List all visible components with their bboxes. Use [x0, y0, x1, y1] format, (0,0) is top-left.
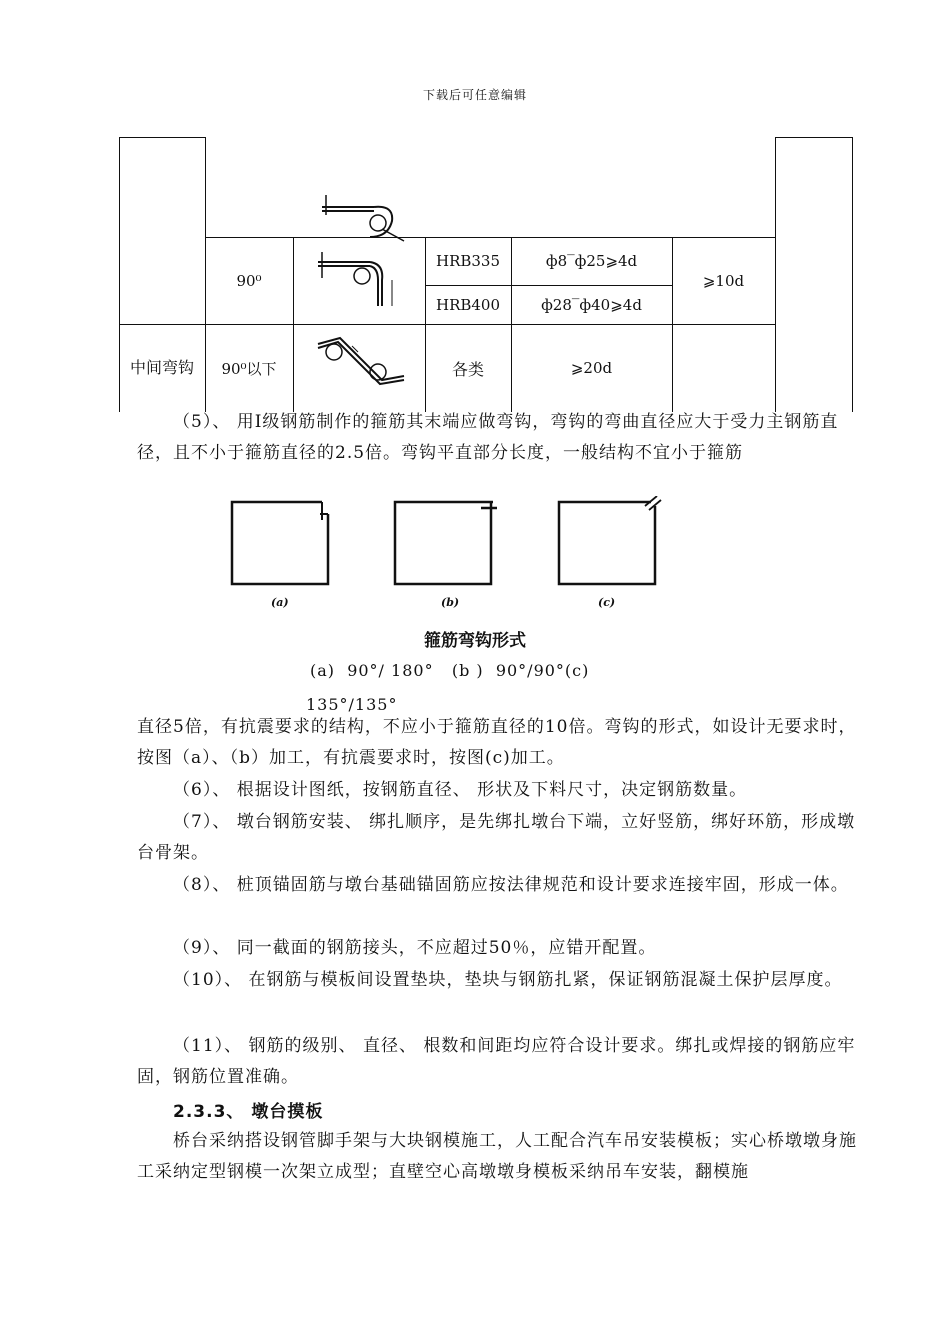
stirrup-diagram-c — [553, 496, 665, 590]
table-border — [775, 137, 776, 412]
grade-cell: HRB400 — [435, 295, 501, 314]
diameter-cell: ф28‾ф40⩾4d — [541, 295, 642, 314]
table-border — [119, 137, 120, 412]
figure-label-a: (a) — [271, 596, 289, 609]
hook-90-diagram — [312, 244, 412, 314]
figure-caption: 箍筋弯钩形式 — [424, 631, 526, 651]
paragraph-9: （9）、 同一截面的钢筋接头，不应超过50％，应错开配置。 — [173, 938, 657, 958]
page-header: 下载后可任意编辑 — [422, 88, 527, 102]
angle-cell: 90⁰ — [236, 271, 262, 290]
figure-label-c: (c) — [598, 596, 616, 609]
figure-label-b: (b) — [441, 596, 460, 609]
hook-135-diagram — [312, 185, 412, 245]
table-border — [852, 137, 853, 412]
stirrup-diagram-b — [389, 496, 501, 590]
paragraph-7: （7）、 墩台钢筋安装、 绑扎顺序，是先绑扎墩台下端，立好竖筋，绑好环筋，形成墩台骨架。 — [137, 812, 856, 863]
paragraph-11: （11）、 钢筋的级别、 直径、 根数和间距均应符合设计要求。绑扎或焊接的钢筋应牢固，钢筋位置准确。 — [137, 1036, 856, 1087]
figure-subcaption-cont: 135°/135° — [306, 695, 398, 714]
diameter-cell: ⩾20d — [570, 359, 613, 377]
stirrup-diagram-a — [226, 496, 338, 590]
hook-type-cell: 中间弯钩 — [129, 358, 194, 377]
table-border — [119, 137, 205, 138]
body-paragraph: 桥台采纳搭设钢管脚手架与大块钢模施工，人工配合汽车吊安装模板；实心桥墩墩身施工采纳定型钢模一次架立成型；直壁空心高墩墩身模板采纳吊车安装，翻模施 — [137, 1131, 857, 1182]
grade-cell: 各类 — [451, 359, 484, 379]
hook-mid-diagram — [312, 332, 412, 397]
section-heading: 2.3.3、 墩台摸板 — [173, 1102, 324, 1122]
diameter-cell: ф8‾ф25⩾4d — [545, 252, 638, 270]
angle-cell: 90⁰以下 — [221, 359, 277, 378]
paragraph-10: （10）、 在钢筋与模板间设置垫块，垫块与钢筋扎紧，保证钢筋混凝土保护层厚度。 — [173, 970, 843, 990]
figure-subcaption: (a) 90°/ 180° (b ) 90°/90°(c) — [310, 661, 590, 680]
grade-cell: HRB335 — [435, 252, 501, 270]
paragraph-5-end: 直径5倍，有抗震要求的结构，不应小于箍筋直径的10倍。弯钩的形式，如设计无要求时，按图（a）、（b）加工，有抗震要求时，按图(c)加工。 — [137, 717, 857, 768]
paragraph-8: （8）、 桩顶锚固筋与墩台基础锚固筋应按法律规范和设计要求连接牢固，形成一体。 — [173, 875, 849, 895]
table-border — [775, 137, 852, 138]
paragraph-6: （6）、 根据设计图纸，按钢筋直径、 形状及下料尺寸，决定钢筋数量。 — [173, 780, 748, 800]
length-cell: ⩾10d — [702, 271, 745, 290]
paragraph-5-start: （5）、 用Ⅰ级钢筋制作的箍筋其末端应做弯钩，弯钩的弯曲直径应大于受力主钢筋直径，且不小于箍筋直径的2.5倍。弯钩平直部分长度，一般结构不宜小于箍筋 — [137, 412, 839, 463]
